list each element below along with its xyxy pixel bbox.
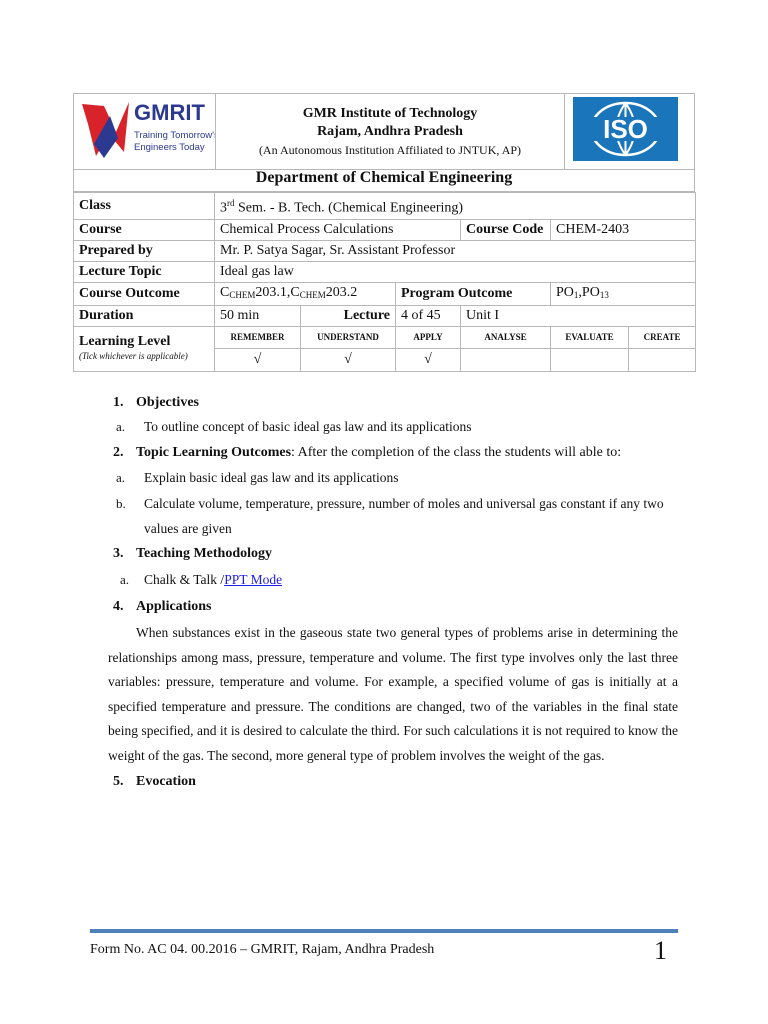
learning-outcomes-heading: Topic Learning Outcomes <box>136 445 292 460</box>
logo-wordmark: GMRIT <box>134 100 205 125</box>
iso-logo <box>565 94 694 164</box>
prepared-by-value: Mr. P. Satya Sagar, Sr. Assistant Professor <box>215 240 696 261</box>
institute-affiliation: (An Autonomous Institution Affiliated to JNTUK, AP) <box>258 142 522 157</box>
applications-heading: Applications <box>136 599 212 614</box>
iso-text: ISO <box>603 114 648 144</box>
institute-location: Rajam, Andhra Pradesh <box>317 123 463 139</box>
header-table <box>73 93 695 170</box>
footer-form-text: Form No. AC 04. 00.2016 – GMRIT, Rajam, Andhra Pradesh <box>90 942 435 957</box>
course-value: Chemical Process Calculations <box>215 219 461 240</box>
level-apply: APPLY <box>396 326 461 348</box>
logo-tagline-2: Engineers Today <box>134 142 205 153</box>
tick-create <box>629 348 696 371</box>
gmrit-logo <box>74 94 215 164</box>
institute-cell <box>216 94 565 170</box>
level-understand: UNDERSTAND <box>301 326 396 348</box>
tick-understand: √ <box>301 348 396 371</box>
lecture-topic-value: Ideal gas law <box>215 261 696 282</box>
learning-level-label: Learning Level <box>79 333 171 349</box>
logo-tagline-1: Training Tomorrow's <box>134 130 215 141</box>
footer-rule <box>90 929 678 933</box>
logo-cell <box>74 94 216 170</box>
unit-value: Unit I <box>461 305 696 326</box>
ppt-mode-link[interactable]: PPT Mode <box>224 572 283 587</box>
tick-remember: √ <box>215 348 301 371</box>
learning-level-cell <box>74 326 215 371</box>
class-value: 3rd Sem. - B. Tech. (Chemical Engineering) <box>215 193 696 220</box>
program-outcome-label: Program Outcome <box>396 282 551 305</box>
level-create: CREATE <box>629 326 696 348</box>
applications-paragraph: When substances exist in the gaseous state two general types of problems arise in determining the relationships among mass, pressure, temperature and volume. The first type involves only the last three variables: pressure, temperature and volume. For example, a specified volume of gas is initially at a specified temperature and pressure. The conditions are changed, two of the variables in the final state being specified, and it is desired to calculate the third. For such calculations it is not required to know the weight of the gas. The second, more general type of problem involves the weight of the gas. <box>108 625 678 763</box>
course-label: Course <box>74 219 215 240</box>
teaching-methodology-heading: Teaching Methodology <box>136 546 272 561</box>
lecture-label: Lecture <box>301 305 396 326</box>
course-outcome-value: $C_{CHEM}203.1,C_{CHEM}203.2$ <box>215 282 396 305</box>
level-evaluate: EVALUATE <box>551 326 629 348</box>
lecture-topic-label: Lecture Topic <box>74 261 215 282</box>
department-title: Department of Chemical Engineering <box>73 163 695 192</box>
course-code-label: Course Code <box>461 219 551 240</box>
objectives-heading: Objectives <box>136 395 199 410</box>
evocation-heading: Evocation <box>136 774 196 789</box>
prepared-by-label: Prepared by <box>74 240 215 261</box>
class-label: Class <box>74 193 215 220</box>
level-remember: REMEMBER <box>215 326 301 348</box>
duration-label: Duration <box>74 305 215 326</box>
duration-value: 50 min <box>215 305 301 326</box>
iso-cell <box>565 94 695 170</box>
program-outcome-value: $PO_1,PO_{13}$ <box>551 282 696 305</box>
course-info-table <box>73 192 696 372</box>
page-number: 1 <box>654 936 667 965</box>
learning-level-note: (Tick whichever is applicable) <box>79 350 188 361</box>
institute-name: GMR Institute of Technology <box>302 105 478 121</box>
lecture-value: 4 of 45 <box>396 305 461 326</box>
tick-evaluate <box>551 348 629 371</box>
course-outcome-label: Course Outcome <box>74 282 215 305</box>
tick-analyse <box>461 348 551 371</box>
tick-apply: √ <box>396 348 461 371</box>
level-analyse: ANALYSE <box>461 326 551 348</box>
course-code-value: CHEM-2403 <box>551 219 696 240</box>
